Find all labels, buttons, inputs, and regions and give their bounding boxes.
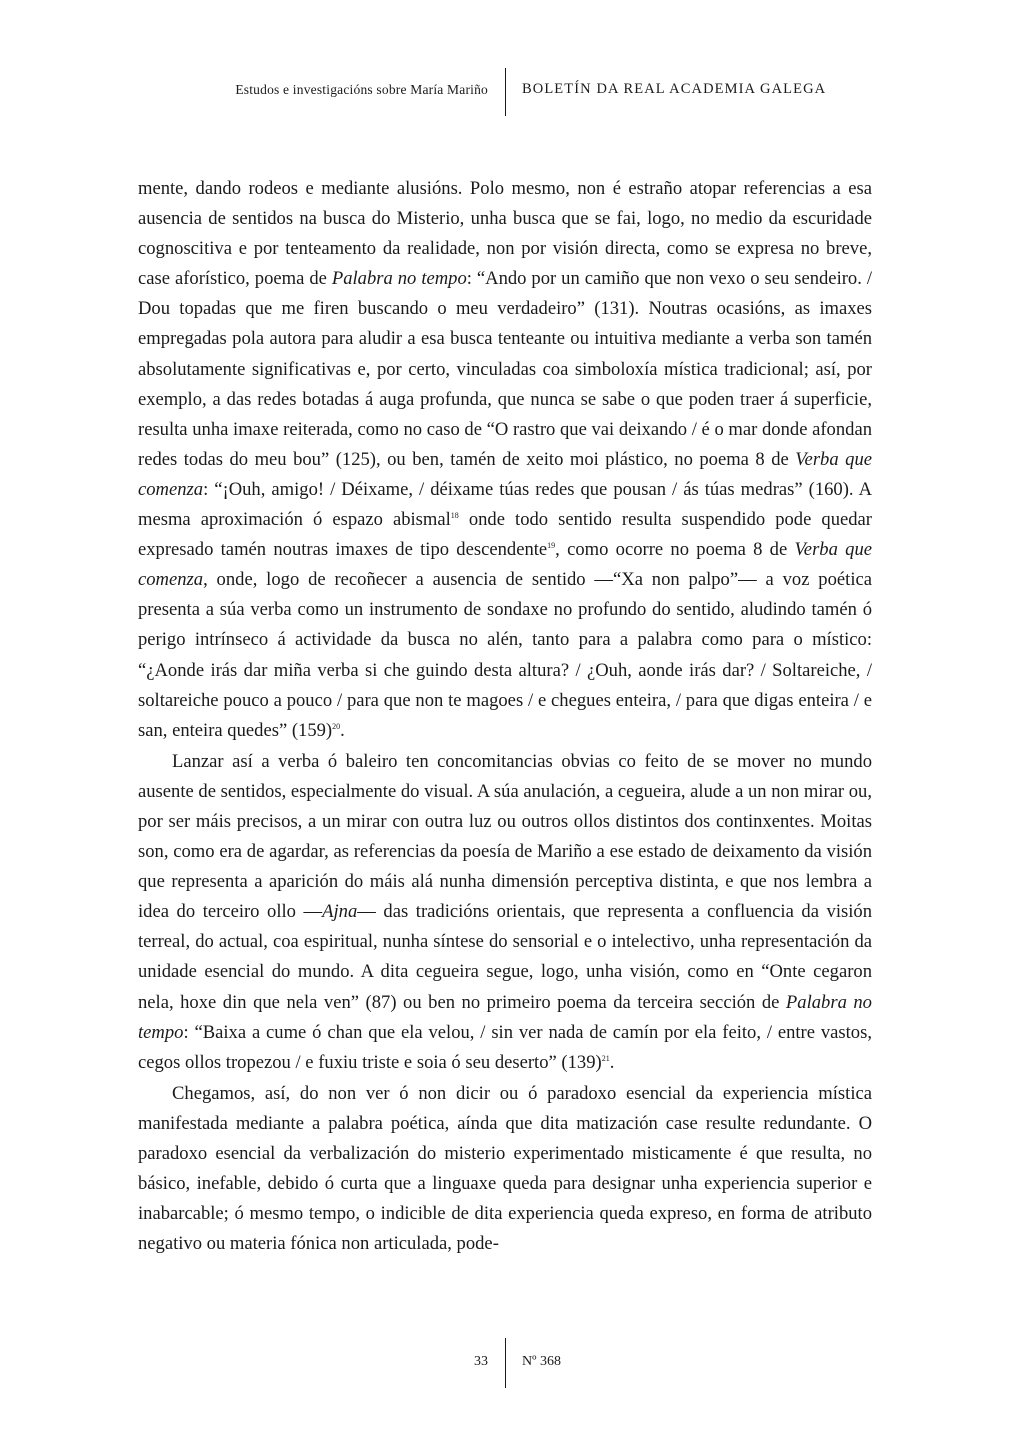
- page-footer: [0, 1338, 1010, 1390]
- footnote-ref[interactable]: 18: [450, 511, 459, 521]
- book-title: Palabra no tempo: [138, 991, 872, 1043]
- header-section-title: Estudos e investigacións sobre María Mariño: [235, 82, 488, 97]
- issue-number: Nº 368: [522, 1354, 561, 1369]
- footer-divider: [505, 1338, 506, 1388]
- running-header: [0, 64, 1010, 116]
- term: Ajna: [322, 901, 358, 923]
- page-number: 33: [474, 1354, 488, 1369]
- paragraph-2: Lanzar así a verba ó baleiro ten concomitancias obvias co feito de se mover no mundo ausente de sentidos, especialmente do visual. A súa anulación, a cegueira, alude a un non mirar ou, por ser máis precisos, a un mirar con outra luz ou outros ollos distintos dos continxentes. Moitas son, como era de agardar, as referencias da poesía de Mariño a ese estado de deixamento da visión que representa a aparición do máis alá nunha dimensión perceptiva distinta, e que nos lembra a idea do terceiro ollo —Ajna— das tradicións orientais, que representa a confluencia da visión terreal, do actual, coa espiritual, nunha síntese do sensorial e o intelectivo, unha representación da unidade esencial do mundo. A dita cegueira segue, logo, unha visión, como en “Onte cegaron nela, hoxe din que nela ven” (87) ou ben no primeiro poema da terceira sección de Palabra no tempo: “Baixa a cume ó chan que ela velou, / sin ver nada de camín por ela feito, / entre vastos, cegos ollos tropezou / e fuxiu triste e soia ó seu deserto” $(139)^{21}$.: [138, 750, 872, 1073]
- header-divider: [505, 68, 506, 116]
- book-title: Verba que comenza: [138, 539, 873, 591]
- header-journal-title: BOLETÍN DA REAL ACADEMIA GALEGA: [522, 81, 827, 97]
- paragraph-1: mente, dando rodeos e mediante alusións. Polo mesmo, non é estraño atopar referencias a esa ausencia de sentidos na busca do Misterio, unha busca que se fai, logo, no medio da escuridade cognoscitiva e por tenteamento da realidade, non por visión directa, como se expresa no breve, case aforístico, poema de Palabra no tempo: “Ando por un camiño que non vexo o seu sendeiro. / Dou topadas que me firen buscando o meu verdadeiro” (131). Noutras ocasións, as imaxes empregadas pola autora para aludir a esa busca tenteante ou intuitiva mediante a verba son tamén absolutamente significativas e, por certo, vinculadas coa simboloxía mística tradicional; así, por exemplo, a das redes botadas á auga profunda, que nunca se sabe o que poden traer á superficie, resulta unha imaxe reiterada, como no caso de “O rastro que vai deixando / é o mar donde afondan redes todas do meu bou” (125), ou ben, tamén de xeito moi plástico, no poema 8 de Verba que comenza: “¡Ouh, amigo! / Déixame, / déixame túas redes que pousan / ás túas medras” (160). A mesma aproximación ó espazo abismal$^{18}$ onde todo sentido resulta suspendido pode quedar expresado tamén noutras imaxes de tipo descendente$^{19}$, como ocorre no poema 8 de Verba que comenza, onde, logo de recoñecer a ausencia de sentido —“Xa non palpo”— a voz poética presenta a súa verba como un instrumento de sondaxe no profundo do sentido, aludindo tamén ó perigo intrínseco á actividade da busca no alén, tanto para a palabra como para o místico: “¿Aonde irás dar miña verba si che guindo desta altura? / ¿Ouh, aonde irás dar? / Soltareiche, / soltareiche pouco a pouco / para que non te magoes / e chegues enteira, / para que digas enteira / e san, enteira quedes” $(159)^{20}$.: [138, 178, 873, 741]
- footnote-ref[interactable]: 19: [547, 541, 556, 551]
- paragraph-3: Chegamos, así, do non ver ó non dicir ou ó paradoxo esencial da experiencia mística manifestada mediante a palabra poética, aínda que dita matización case resulte redundante. O paradoxo esencial da verbalización do misterio experimentado misticamente é que resulta, no básico, inefable, debido ó curta que a linguaxe queda para designar unha experiencia superior e inabarcable; ó mesmo tempo, o indicible de dita experiencia queda expreso, en forma de atributo negativo ou materia fónica non articulada, pode-: [138, 1082, 872, 1255]
- article-body: [138, 174, 872, 1259]
- book-title: Palabra no tempo: [331, 268, 467, 290]
- footnote-ref[interactable]: 21: [601, 1053, 610, 1063]
- book-title: Verba que comenza: [138, 448, 872, 500]
- footnote-ref[interactable]: 20: [332, 721, 341, 731]
